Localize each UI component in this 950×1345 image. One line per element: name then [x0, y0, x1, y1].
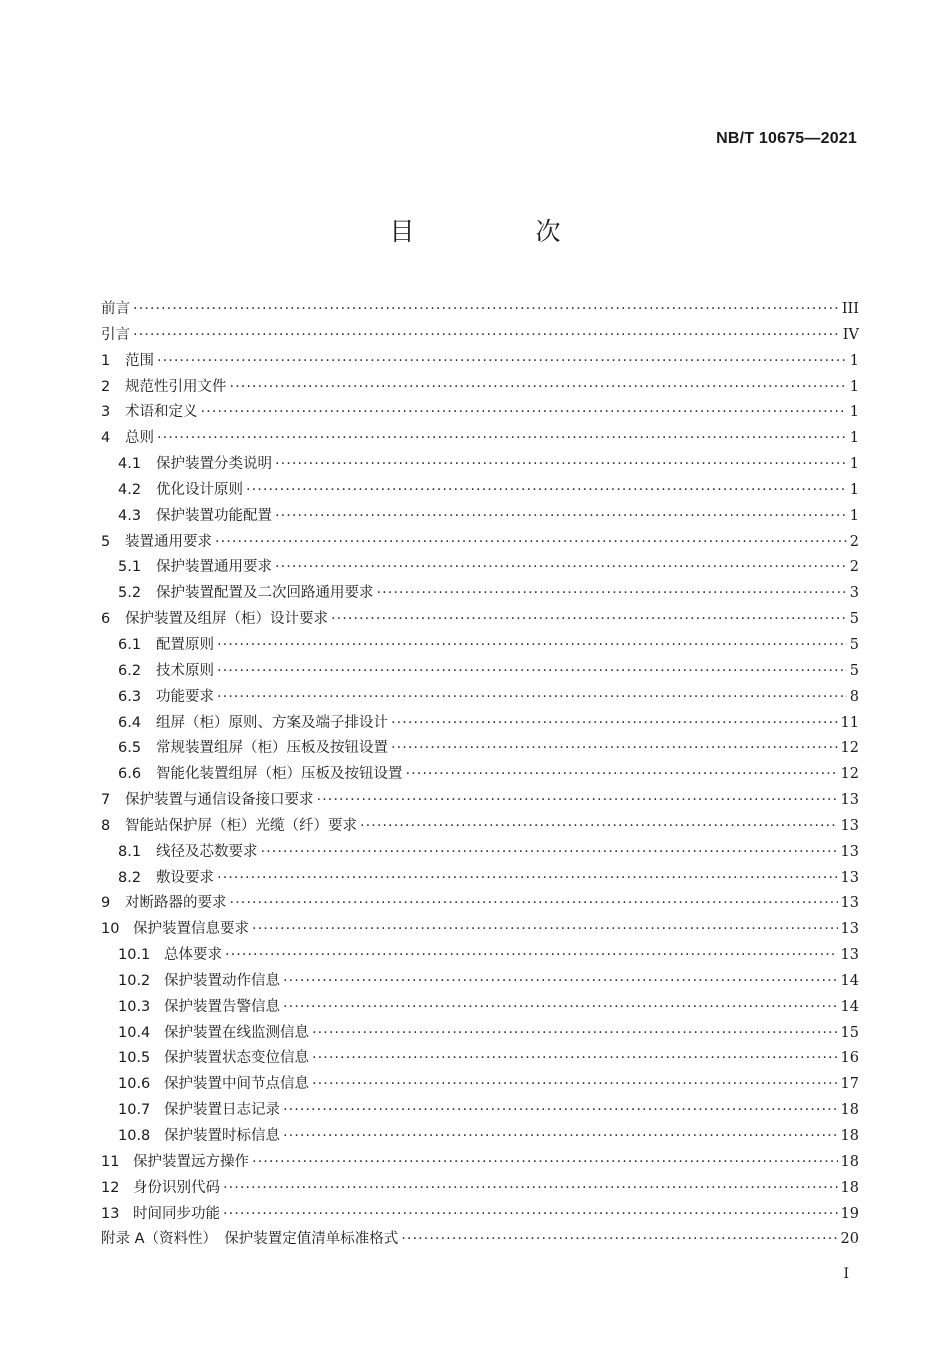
toc-entry[interactable] [101, 375, 859, 401]
toc-entry[interactable] [101, 711, 859, 737]
toc-entry-number: 6.4 [118, 714, 142, 731]
toc-leader-dots [246, 482, 847, 498]
toc-entry-title: 对断路器的要求 [125, 895, 227, 912]
toc-entry-title: 智能化装置组屏（柜）压板及按钮设置 [156, 766, 403, 783]
toc-entry[interactable] [101, 323, 859, 349]
toc-entry[interactable] [101, 788, 859, 814]
toc-entry[interactable] [101, 452, 859, 478]
toc-entry-number: 10 [101, 921, 120, 938]
toc-entry-number: 3 [101, 404, 111, 421]
toc-entry[interactable] [101, 736, 859, 762]
toc-entry[interactable] [101, 659, 859, 685]
toc-leader-dots [223, 1180, 838, 1196]
page-number: I [843, 1266, 849, 1282]
toc-entry-title: 总则 [125, 430, 154, 447]
toc-leader-dots [283, 1128, 838, 1144]
toc-leader-dots [275, 508, 847, 524]
toc-entry-title: 保护装置中间节点信息 [164, 1076, 309, 1093]
toc-entry[interactable] [101, 504, 859, 530]
toc-entry-title: 保护装置状态变位信息 [164, 1050, 309, 1067]
toc-leader-dots [217, 689, 847, 705]
toc-entry-number: 5.2 [118, 585, 142, 602]
toc-entry-title: 线径及芯数要求 [156, 843, 258, 860]
toc-entry-title: 保护装置时标信息 [164, 1128, 280, 1144]
toc-entry-page: 18 [840, 1153, 859, 1170]
toc-leader-dots [201, 404, 847, 420]
toc-entry[interactable] [101, 1021, 859, 1047]
toc-leader-dots [133, 301, 839, 317]
toc-entry-title: 保护装置及组屏（柜）设计要求 [125, 611, 328, 628]
toc-entry-number: 10.5 [118, 1050, 151, 1067]
toc-entry-title: 常规装置组屏（柜）压板及按钮设置 [156, 740, 388, 757]
toc-entry-page: 5 [849, 636, 859, 653]
toc-entry-page: 18 [840, 1179, 859, 1196]
toc-entry-number: 10.1 [118, 947, 151, 964]
toc-entry-page: 1 [849, 404, 859, 421]
toc-leader-dots [157, 430, 847, 446]
toc-entry-page: 18 [840, 1128, 859, 1144]
toc-leader-dots [377, 585, 847, 601]
toc-entry[interactable] [101, 607, 859, 633]
page-title: 目 次 [389, 217, 609, 246]
toc-entry-page: 2 [849, 559, 859, 576]
toc-entry-title: 优化设计原则 [156, 481, 243, 498]
toc-leader-dots [275, 456, 847, 472]
toc-leader-dots [401, 1231, 837, 1247]
toc-entry-number: 7 [101, 792, 111, 809]
toc-entry-number: 6.6 [118, 766, 142, 783]
toc-leader-dots [275, 559, 847, 575]
toc-entry-page: 1 [849, 430, 859, 447]
toc-entry-number: 6.5 [118, 740, 142, 757]
toc-entry-page: 14 [840, 998, 859, 1015]
toc-entry-title: 保护装置在线监测信息 [164, 1024, 309, 1041]
toc-entry-number: 2 [101, 378, 111, 395]
toc-entry-number: 11 [101, 1153, 120, 1170]
toc-entry[interactable] [101, 426, 859, 452]
toc-entry-number: 8 [101, 817, 111, 834]
toc-entry-title: 保护装置分类说明 [156, 456, 272, 473]
toc-entry-page: 12 [840, 766, 859, 783]
toc-entry-number: 4 [101, 430, 111, 447]
toc-entry-title: 装置通用要求 [125, 533, 212, 550]
toc-entry[interactable] [101, 1072, 859, 1098]
toc-entry[interactable] [101, 1124, 859, 1150]
toc-entry[interactable] [101, 349, 859, 375]
toc-entry-title: 总体要求 [164, 947, 222, 964]
toc-entry[interactable] [101, 478, 859, 504]
toc-entry-title: 保护装置日志记录 [164, 1102, 280, 1119]
toc-entry[interactable] [101, 1176, 859, 1202]
toc-entry-page: 13 [840, 921, 859, 938]
toc-leader-dots [312, 1025, 838, 1041]
toc-entry-number: 13 [101, 1205, 120, 1222]
toc-entry-number: 10.2 [118, 972, 151, 989]
toc-entry-page: 12 [840, 740, 859, 757]
toc-entry[interactable] [101, 1098, 859, 1124]
toc-entry-title: 组屏（柜）原则、方案及端子排设计 [156, 714, 388, 731]
toc-leader-dots [157, 353, 847, 369]
toc-entry[interactable] [101, 762, 859, 788]
toc-leader-dots [312, 1076, 838, 1092]
toc-leader-dots [217, 663, 847, 679]
toc-leader-dots [230, 379, 847, 395]
toc-leader-dots [230, 895, 838, 911]
toc-entry-title: 规范性引用文件 [125, 378, 227, 395]
toc-entry-title: 范围 [125, 352, 154, 369]
toc-entry-page: 19 [840, 1205, 859, 1222]
toc-entry-page: 20 [840, 1231, 859, 1248]
toc-entry-number: 12 [101, 1179, 120, 1196]
standard-code: NB/T 10675—2021 [716, 130, 857, 147]
toc-entry[interactable] [101, 814, 859, 840]
toc-entry-title: 时间同步功能 [133, 1205, 220, 1222]
toc-entry-title: 敷设要求 [156, 869, 214, 886]
toc-entry-title: 技术原则 [156, 662, 214, 679]
toc-entry[interactable] [101, 969, 859, 995]
toc-leader-dots [225, 947, 838, 963]
toc-entry-number: 10.3 [118, 998, 151, 1015]
toc-leader-dots [252, 921, 838, 937]
toc-entry-page: 11 [840, 714, 859, 731]
toc-entry-number: 6.1 [118, 636, 142, 653]
toc-entry-title: 附录 A（资料性） 保护装置定值清单标准格式 [101, 1231, 399, 1248]
toc-entry-number: 5.1 [118, 559, 142, 576]
toc-leader-dots [360, 818, 838, 834]
toc-entry-title: 功能要求 [156, 688, 214, 705]
toc-entry[interactable] [101, 866, 859, 892]
toc-entry-number: 4.1 [118, 456, 142, 473]
toc-entry-title: 保护装置配置及二次回路通用要求 [156, 585, 374, 602]
toc-entry[interactable] [101, 1227, 859, 1253]
toc-entry-number: 6.3 [118, 688, 142, 705]
toc-entry-page: 1 [849, 456, 859, 473]
toc-leader-dots [215, 534, 847, 550]
toc-entry-title: 保护装置通用要求 [156, 559, 272, 576]
toc-leader-dots [223, 1206, 838, 1222]
toc-entry-page: 13 [840, 947, 859, 964]
toc-entry[interactable] [101, 297, 859, 323]
toc-entry[interactable] [101, 995, 859, 1021]
toc-entry-page: 16 [840, 1050, 859, 1067]
toc-leader-dots [283, 973, 838, 989]
toc-entry[interactable] [101, 400, 859, 426]
toc-entry-title: 保护装置远方操作 [133, 1153, 249, 1170]
toc-entry-page: 5 [849, 662, 859, 679]
toc-leader-dots [252, 1154, 838, 1170]
toc-entry[interactable] [101, 943, 859, 969]
toc-entry-number: 6 [101, 611, 111, 628]
toc-leader-dots [312, 1050, 838, 1066]
toc-entry-title: 保护装置功能配置 [156, 507, 272, 524]
toc-entry-title: 保护装置告警信息 [164, 998, 280, 1015]
toc-entry-number: 1 [101, 352, 111, 369]
toc-entry[interactable] [101, 530, 859, 556]
toc-entry[interactable] [101, 1202, 859, 1228]
toc-entry-page: 13 [840, 895, 859, 912]
toc-entry-number: 8.1 [118, 843, 142, 860]
toc-entry-number: 10.4 [118, 1024, 151, 1041]
toc-entry-page: III [841, 301, 859, 317]
toc-entry[interactable] [101, 1150, 859, 1176]
toc-entry-number: 6.2 [118, 662, 142, 679]
toc-entry-page: 15 [840, 1024, 859, 1041]
toc-leader-dots [283, 999, 838, 1015]
toc-entry-title: 术语和定义 [125, 404, 198, 421]
toc-entry[interactable] [101, 891, 859, 917]
toc-entry-title: 保护装置信息要求 [133, 921, 249, 938]
toc-entry-number: 10.8 [118, 1128, 151, 1144]
toc-entry-title: 前言 [101, 301, 130, 317]
toc-leader-dots [217, 637, 847, 653]
toc-entry-page: 13 [840, 792, 859, 809]
toc-entry-page: 13 [840, 817, 859, 834]
toc-entry-page: 5 [849, 611, 859, 628]
toc-entry-title: 智能站保护屏（柜）光缆（纤）要求 [125, 817, 357, 834]
toc-entry-page: 14 [840, 972, 859, 989]
toc-entry-page: 1 [849, 378, 859, 395]
toc-entry-title: 保护装置动作信息 [164, 972, 280, 989]
toc-entry[interactable] [101, 581, 859, 607]
toc-entry-title: 引言 [101, 326, 130, 343]
toc-leader-dots [217, 870, 838, 886]
toc-entry-page: 13 [840, 869, 859, 886]
toc-leader-dots [391, 715, 838, 731]
toc-leader-dots [391, 740, 838, 756]
toc-entry[interactable] [101, 685, 859, 711]
toc-entry[interactable] [101, 633, 859, 659]
toc-entry[interactable] [101, 1046, 859, 1072]
toc-leader-dots [317, 792, 838, 808]
toc-leader-dots [261, 844, 838, 860]
toc-entry[interactable] [101, 840, 859, 866]
toc-entry-page: 8 [849, 688, 859, 705]
toc-entry-number: 8.2 [118, 869, 142, 886]
toc-entry-page: IV [842, 326, 859, 343]
toc-entry-page: 1 [849, 481, 859, 498]
toc-entry-number: 4.2 [118, 481, 142, 498]
toc-entry-page: 1 [849, 352, 859, 369]
toc-entry-page: 2 [849, 533, 859, 550]
toc-entry-page: 13 [840, 843, 859, 860]
toc-entry[interactable] [101, 555, 859, 581]
toc-entry-number: 10.6 [118, 1076, 151, 1093]
toc-entry[interactable] [101, 917, 859, 943]
toc-entry-number: 10.7 [118, 1102, 151, 1119]
table-of-contents [101, 297, 859, 1253]
toc-entry-page: 3 [849, 585, 859, 602]
toc-entry-title: 保护装置与通信设备接口要求 [125, 792, 314, 809]
toc-entry-title: 身份识别代码 [133, 1179, 220, 1196]
toc-leader-dots [406, 766, 838, 782]
toc-leader-dots [283, 1102, 838, 1118]
toc-leader-dots [331, 611, 847, 627]
toc-entry-number: 5 [101, 533, 111, 550]
toc-entry-page: 1 [849, 507, 859, 524]
toc-entry-title: 配置原则 [156, 636, 214, 653]
toc-leader-dots [133, 327, 840, 343]
toc-entry-number: 4.3 [118, 507, 142, 524]
toc-entry-page: 18 [840, 1102, 859, 1119]
toc-entry-number: 9 [101, 895, 111, 912]
toc-entry-page: 17 [840, 1076, 859, 1093]
